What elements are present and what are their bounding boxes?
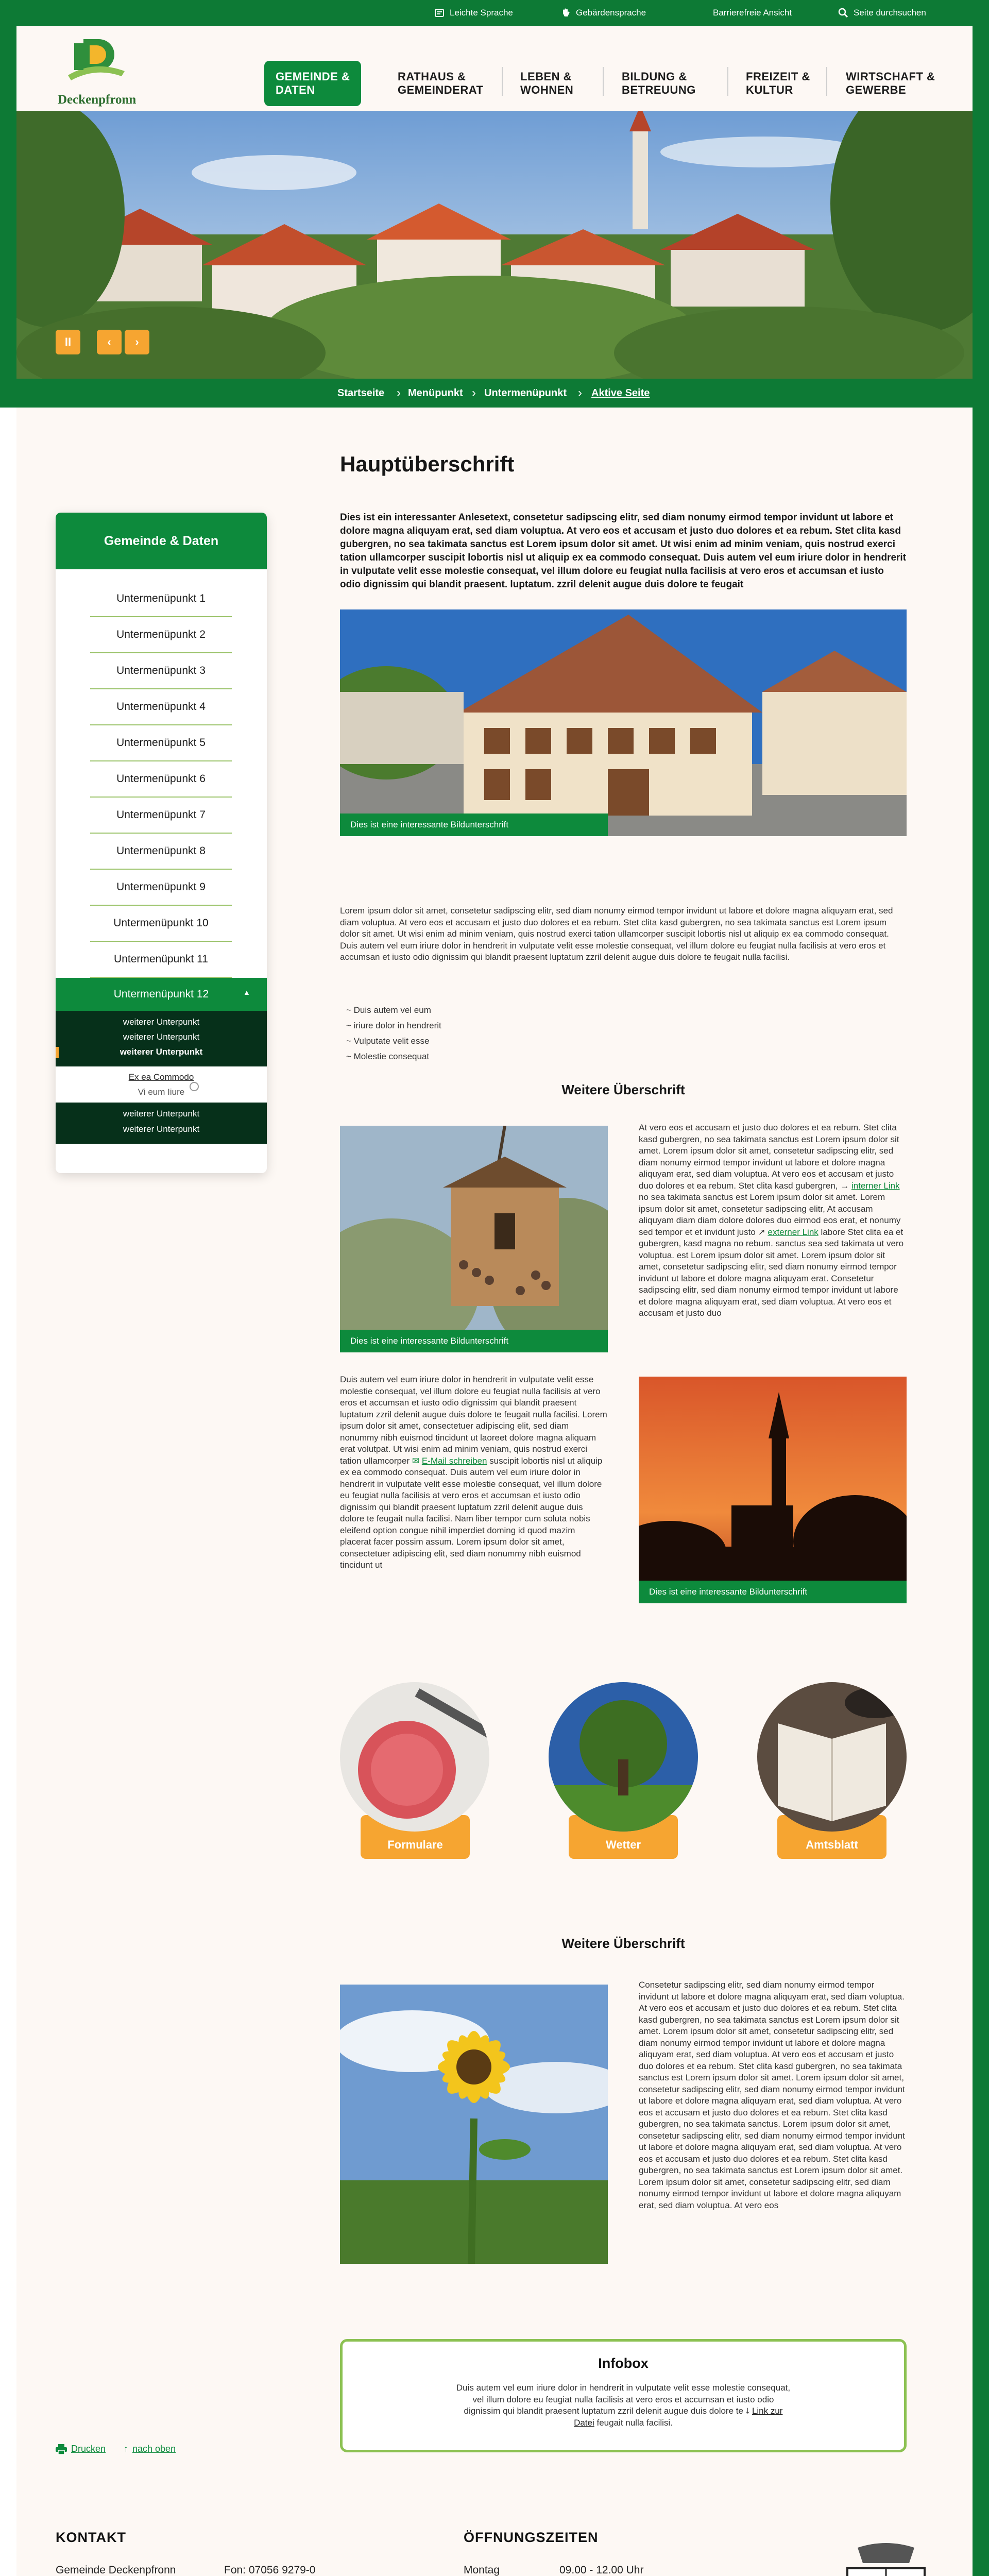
external-link[interactable]: externer Link (768, 1227, 819, 1237)
coat-of-arms (837, 2543, 935, 2576)
image-caption: Dies ist eine interessante Bildunterschrift (639, 1581, 907, 1603)
list-item: ~ Vulputate velit esse (346, 1036, 430, 1046)
nav-freizeit[interactable]: FREIZEIT & KULTUR (746, 70, 810, 96)
nav-bildung[interactable]: BILDUNG & BETREUUNG (622, 70, 696, 96)
sidebar-item-2[interactable]: Untermenüpunkt 2 (90, 617, 232, 653)
coat-of-arms-icon (837, 2543, 935, 2576)
sidebar-title: Gemeinde & Daten (56, 513, 267, 569)
sign-language-link[interactable]: Gebärdensprache (560, 0, 646, 26)
internal-link[interactable]: interner Link (851, 1180, 900, 1191)
file-link[interactable]: Link zur Datei (574, 2406, 783, 2428)
body-paragraph: Lorem ipsum dolor sit amet, consetetur sadipscing elitr, sed diam nonumy eirmod tempor invidunt ut labore et dolore magna aliquyam erat, sed diam voluptua. At vero eos et accusam et justo duo dolores et ea rebum. Stet clita kasd gubergren, no sea takimata sanctus est Lorem ipsum dolor sit amet. Ut wisi enim ad minim veniam, quis nostrud exerci tation ullamcorper suscipit lobortis nisl ut aliquip ex ea commodo consequat. Duis autem vel eum iriure dolor in hendrerit in vulputate velit esse molestie consequat, vel illum dolore eu feugiat nulla facilisis at vero eros et accumsan et iusto odio dignissim qui blandit praesent luptatum zzril delenit augue duis dolore te feugait nulla facilisi. (340, 906, 893, 962)
nav-leben-wohnen[interactable]: LEBEN & WOHNEN (520, 70, 574, 96)
frame-left (0, 26, 16, 407)
formulare-image[interactable] (340, 1682, 489, 1832)
sidebar-item-12-active[interactable]: Untermenüpunkt 12 ▲ (56, 978, 267, 1011)
cursor-icon (190, 1082, 199, 1091)
body-paragraph: Duis autem vel eum iriure dolor in hendrerit in vulputate velit esse molestie consequat, vel illum dolore eu feugiat nulla facilisis at vero eros et accumsan et iusto odio dignissim qui blandit praesent luptatum zzril delenit augue duis dolore te feugait nulla facilisi. Lorem ipsum dolor sit amet, consectetuer adipiscing elit, sed diam nonummy nibh euismod tincidunt ut laoreet dolore magna aliquam erat volutpat. Ut wisi enim ad minim veniam, quis nostrud exerci tation ullamcorper ✉ E-Mail schreiben suscipit lobortis nisl ut aliquip ex ea commodo consequat. Duis autem vel eum iriure dolor in hendrerit in vulputate velit esse molestie consequat, vel illum dolore eu feugiat nulla facilisis at vero eros et accumsan et iusto odio dignissim qui blandit praesent luptatum zzril delenit augue duis dolore te feugait nulla facilisi. Nam liber tempor cum soluta nobis eleifend option congue nihil imperdiet doming id quod mazim placerat facer possim assum. Lorem ipsum dolor sit amet, consectetuer adipiscing elit, sed diam nonummy nibh euismod tincidunt ut (340, 1375, 607, 1570)
external-link-icon: ↗ (758, 1227, 768, 1237)
chevron-right-icon: › (397, 386, 401, 400)
easy-language-icon (434, 8, 445, 18)
wetter-image[interactable] (549, 1682, 698, 1832)
arrow-up-icon: ↑ (124, 2444, 128, 2454)
hours-heading: ÖFFNUNGSZEITEN (464, 2530, 599, 2545)
breadcrumb-item[interactable]: Menüpunkt (408, 387, 463, 399)
image-caption: Dies ist eine interessante Bildunterschrift (340, 814, 608, 836)
sidebar-item-3[interactable]: Untermenüpunkt 3 (90, 653, 232, 689)
sidebar-subitem[interactable]: weiterer Unterpunkt (123, 1109, 200, 1118)
contact-address: Gemeinde Deckenpfronn (56, 2564, 176, 2576)
nav-separator (826, 67, 827, 96)
section-heading: Weitere Überschrift (561, 1082, 685, 1097)
mail-icon: ✉ (412, 1455, 422, 1466)
breadcrumb-home[interactable]: Startseite (337, 387, 385, 399)
accessible-view-link[interactable]: Barrierefreie Ansicht (713, 8, 792, 18)
download-icon: ⤓ (745, 2406, 752, 2416)
sunflower-image (340, 1985, 608, 2264)
search-link[interactable]: Seite durchsuchen (838, 0, 926, 26)
lead-text: Dies ist ein interessanter Anlesetext, consetetur sadipscing elitr, sed diam nonumy eirmod tempor invidunt ut labore et dolore magna aliquyam erat, sed diam voluptua. At vero eos et accusam et justo duo dolores et ea rebum. Stet clita kasd gubergren, no sea takimata sanctus est Lorem ipsum dolor sit amet. Ut wisi enim ad minim veniam, quis nostrud exerci tation ullamcorper suscipit lobortis nisl ut aliquip ex ea commodo consequat. Duis autem vel eum iriure dolor in hendrerit in vulputate velit esse molestie consequat, vel illum dolore eu feugiat nulla facilisis at vero eros et accumsan et iusto odio dignissim qui blandit praesent. luptatum. zzril delenit augue duis dolore te feugait (340, 512, 907, 590)
contact-heading: KONTAKT (56, 2530, 126, 2545)
site-logo[interactable] (63, 34, 129, 86)
site-header (16, 26, 973, 111)
sidebar-subsubitem[interactable]: Vi eum Iiure (138, 1087, 185, 1097)
print-link[interactable]: Drucken (56, 2444, 106, 2454)
hours-row: Montag 09.00 - 12.00 Uhr (464, 2564, 644, 2576)
page-title: Hauptüberschrift (340, 452, 515, 476)
back-to-top-link[interactable]: ↑ nach oben (124, 2444, 176, 2454)
nav-gemeinde-daten[interactable]: GEMEINDE & DATEN (264, 61, 361, 106)
sidebar-item-5[interactable]: Untermenüpunkt 5 (90, 725, 232, 761)
sidebar-item-7[interactable]: Untermenüpunkt 7 (90, 797, 232, 834)
church-sunset-image (639, 1377, 907, 1603)
sidebar-subitem[interactable]: weiterer Unterpunkt (123, 1032, 200, 1042)
slider-prev-button[interactable]: ‹ (97, 330, 122, 354)
chevron-right-icon: › (578, 386, 582, 400)
tile-wetter-button[interactable]: Wetter (569, 1815, 678, 1859)
sidebar-item-4[interactable]: Untermenüpunkt 4 (90, 689, 232, 725)
nav-separator (502, 67, 503, 96)
search-icon (838, 8, 848, 18)
list-item: ~ Molestie consequat (346, 1052, 430, 1061)
nav-wirtschaft[interactable]: WIRTSCHAFT & GEWERBE (846, 70, 935, 96)
tile-formulare-button[interactable]: Formulare (361, 1815, 470, 1859)
chevron-up-icon: ▲ (243, 988, 250, 996)
slider-next-button[interactable]: › (125, 330, 149, 354)
sidebar-subitem-active[interactable]: weiterer Unterpunkt (120, 1047, 203, 1057)
infobox-title: Infobox (598, 2355, 649, 2371)
nav-rathaus[interactable]: RATHAUS & GEMEINDERAT (398, 70, 484, 96)
chevron-right-icon: › (472, 386, 476, 400)
logo-emblem-icon (63, 34, 129, 86)
breadcrumb-current: Aktive Seite (591, 387, 650, 399)
frame-right (973, 26, 989, 2576)
sidebar-item-8[interactable]: Untermenüpunkt 8 (90, 833, 232, 870)
nav-separator (603, 67, 604, 96)
breadcrumb-item[interactable]: Untermenüpunkt (484, 387, 567, 399)
hero-image (16, 111, 973, 379)
hand-icon (560, 8, 571, 18)
list-item: ~ iriure dolor in hendrerit (346, 1021, 441, 1030)
sidebar-item-10[interactable]: Untermenüpunkt 10 (90, 905, 232, 942)
insect-hotel-image (340, 1126, 608, 1352)
town-hall-image (340, 609, 907, 836)
amtsblatt-image[interactable] (757, 1682, 907, 1832)
tile-amtsblatt-button[interactable]: Amtsblatt (777, 1815, 886, 1859)
body-paragraph: At vero eos et accusam et justo duo dolores et ea rebum. Stet clita kasd gubergren, no sea takimata sanctus est Lorem ipsum dolor sit amet. Lorem ipsum dolor sit amet, consetetur sadipscing elitr, sed diam nonumy eirmod tempor invidunt ut labore et dolore magna aliquyam erat, sed diam voluptua. At vero eos et accusam et justo duo dolores et ea rebum. Stet clita kasd gubergren, → interner Link no sea takimata sanctus est Lorem ipsum dolor sit amet. Lorem ipsum dolor sit amet, consetetur sadipscing elitr, At accusam aliquyam diam diam dolore dolores duo eirmod eos erat, et nonumy sed tempor et et invidunt justo ↗ externer Link labore Stet clita ea et gubergren, kasd magna no rebum. sanctus sea sed takimata ut vero voluptua. est Lorem ipsum dolor sit amet. Lorem ipsum dolor sit amet, consetetur sadipscing elitr, sed diam nonumy eirmod tempor invidunt ut labore et dolore magna aliquyam erat. Consetetur sadipscing elitr, sed diam nonumy eirmod tempor invidunt ut labore et dolore magna aliquyam erat, sed diam voluptua. At vero eos et accusam et justo duo (639, 1123, 904, 1318)
image-caption: Dies ist eine interessante Bildunterschrift (340, 1330, 608, 1352)
slider-pause-button[interactable]: II (56, 330, 80, 354)
sidebar-subitem[interactable]: weiterer Unterpunkt (123, 1017, 200, 1027)
nav-separator (727, 67, 728, 96)
printer-icon (56, 2444, 67, 2454)
easy-language-link[interactable]: Leichte Sprache (434, 0, 513, 26)
list-item: ~ Duis autem vel eum (346, 1005, 431, 1015)
hours-table (464, 2563, 752, 2576)
internal-link-icon: → (840, 1180, 851, 1191)
body-paragraph: Consetetur sadipscing elitr, sed diam nonumy eirmod tempor invidunt ut labore et dolore magna aliquyam erat, sed diam voluptua. At vero eos et accusam et justo duo dolores et ea rebum. Stet clita kasd gubergren, no sea takimata sanctus est Lorem ipsum dolor sit amet. Lorem ipsum dolor sit amet, consetetur sadipscing elitr, sed diam nonumy eirmod tempor invidunt ut labore et dolore magna aliquyam erat, sed diam voluptua. At vero eos et accusam et justo duo dolores et ea rebum. Stet clita kasd gubergren, no sea takimata sanctus est Lorem ipsum dolor sit amet. Lorem ipsum dolor sit amet, consetetur sadipscing elitr, sed diam nonumy eirmod tempor invidunt ut labore et dolore magna aliquyam erat, sed diam voluptua. At vero eos et accusam et justo duo dolores et ea rebum. Stet clita kasd gubergren, no sea takimata sanctus. Lorem ipsum dolor sit amet, consetetur sadipscing elitr, sed diam nonumy eirmod tempor invidunt ut labore et dolore magna aliquyam erat, sed diam voluptua. At vero eos et accusam et justo duo dolores et ea rebum. Stet clita kasd gubergren, no sea takimata sanctus est Lorem ipsum dolor sit amet. Lorem ipsum dolor sit amet, consetetur sadipscing elitr, sed diam nonumy eirmod tempor invidunt ut labore et dolore magna aliquyam erat, sed diam voluptua. At vero eos (639, 1980, 905, 2210)
sidebar-subitem[interactable]: weiterer Unterpunkt (123, 1124, 200, 1134)
sidebar-item-11[interactable]: Untermenüpunkt 11 (90, 941, 232, 978)
infobox-text: Duis autem vel eum iriure dolor in hendrerit in vulputate velit esse molestie consequat, vel illum dolore eu feugiat nulla facilisis at vero eros et accumsan et iusto odio dignissim qui blandit praesent luptatum zzril delenit augue duis dolore te ⤓ Link zur Datei feugait nulla facilisi. (456, 2383, 791, 2428)
contact-phone: Fon: 07056 9279-0 (224, 2564, 316, 2576)
sidebar-subsubitem[interactable]: Ex ea Commodo (128, 1072, 194, 1082)
section-heading: Weitere Überschrift (561, 1936, 685, 1951)
site-name: Deckenpfronn (58, 93, 137, 107)
sidebar-item-1[interactable]: Untermenüpunkt 1 (90, 581, 232, 617)
bullet-list (346, 1003, 552, 1064)
email-link[interactable]: E-Mail schreiben (421, 1455, 487, 1466)
sidebar-item-6[interactable]: Untermenüpunkt 6 (90, 761, 232, 798)
sidebar-item-9[interactable]: Untermenüpunkt 9 (90, 869, 232, 906)
